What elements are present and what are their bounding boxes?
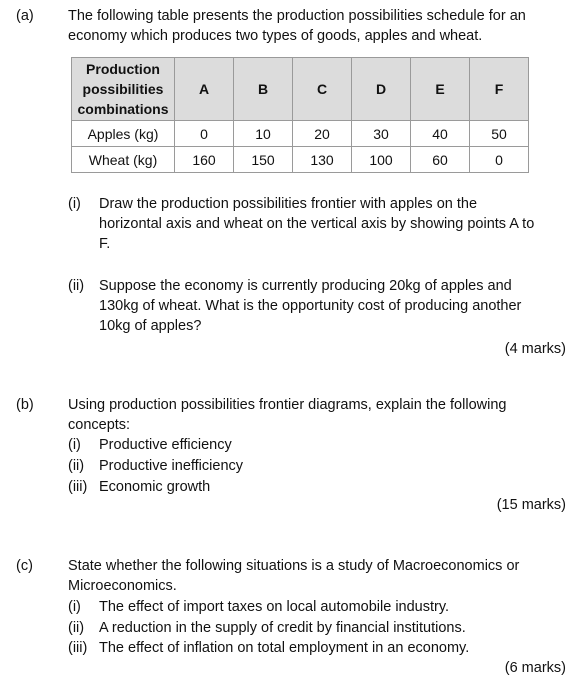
table-cell: 130 [293,147,352,173]
part-c-item-label: (iii) [68,640,88,656]
part-a-sub-ii-line2: 130kg of wheat. What is the opportunity cost of producing another [99,298,522,314]
table-row-label: Apples (kg) [72,121,175,147]
part-b-label: (b) [16,397,34,413]
part-a-sub-ii-line3: 10kg of apples? [99,318,202,334]
table-row [72,147,529,173]
table-column-header: C [293,58,352,121]
table-cell: 10 [234,121,293,147]
part-b-marks: (15 marks) [496,497,566,513]
table-header-combinations [72,58,175,121]
table-column-header: E [411,58,470,121]
part-a-sub-ii-line1: Suppose the economy is currently producing 20kg of apples and [99,278,512,294]
table-cell: 160 [175,147,234,173]
production-possibilities-table [71,57,529,173]
part-a-sub-ii-label: (ii) [68,278,85,294]
part-b-item-label: (iii) [68,479,88,495]
part-c-line1: State whether the following situations is a study of Macroeconomics or [68,558,520,574]
table-column-header: F [470,58,529,121]
part-c-item-label: (i) [68,599,81,615]
part-c-item-label: (ii) [68,620,85,636]
table-cell: 0 [175,121,234,147]
table-cell: 0 [470,147,529,173]
part-a-label: (a) [16,8,34,24]
table-column-header: A [175,58,234,121]
part-b-item-label: (i) [68,437,81,453]
part-c-line2: Microeconomics. [68,578,177,594]
header-line1: Production [86,61,160,77]
part-a-intro-line2: economy which produces two types of goods, apples and wheat. [68,28,483,44]
part-c-marks: (6 marks) [504,660,566,676]
table-cell: 60 [411,147,470,173]
part-a-sub-i-line2: horizontal axis and wheat on the vertical axis by showing points A to [99,216,535,232]
part-b-line1: Using production possibilities frontier diagrams, explain the following [68,397,507,413]
table-cell: 30 [352,121,411,147]
table-cell: 100 [352,147,411,173]
table-row [72,121,529,147]
header-line3: combinations [77,101,169,117]
part-b-line2: concepts: [68,417,131,433]
header-line2: possibilities [82,81,164,97]
table-cell: 50 [470,121,529,147]
table-cell: 20 [293,121,352,147]
part-c-item-text: The effect of import taxes on local automobile industry. [99,599,450,615]
part-a-sub-i-label: (i) [68,196,81,212]
part-c-item-text: The effect of inflation on total employment in an economy. [99,640,470,656]
table-cell: 150 [234,147,293,173]
table-row-label: Wheat (kg) [72,147,175,173]
part-a-intro-line1: The following table presents the production possibilities schedule for an [68,8,526,24]
part-a-sub-i-line3: F. [99,236,111,252]
part-c-item-text: A reduction in the supply of credit by financial institutions. [99,620,466,636]
table-column-header: B [234,58,293,121]
part-a-sub-i-line1: Draw the production possibilities frontier with apples on the [99,196,478,212]
part-b-item-label: (ii) [68,458,85,474]
part-b-item-text: Economic growth [99,479,211,495]
part-c-label: (c) [16,558,33,574]
table-cell: 40 [411,121,470,147]
part-b-item-text: Productive inefficiency [99,458,244,474]
part-a-marks: (4 marks) [504,341,566,357]
table-column-header: D [352,58,411,121]
table-header-row [72,58,529,121]
part-b-item-text: Productive efficiency [99,437,232,453]
